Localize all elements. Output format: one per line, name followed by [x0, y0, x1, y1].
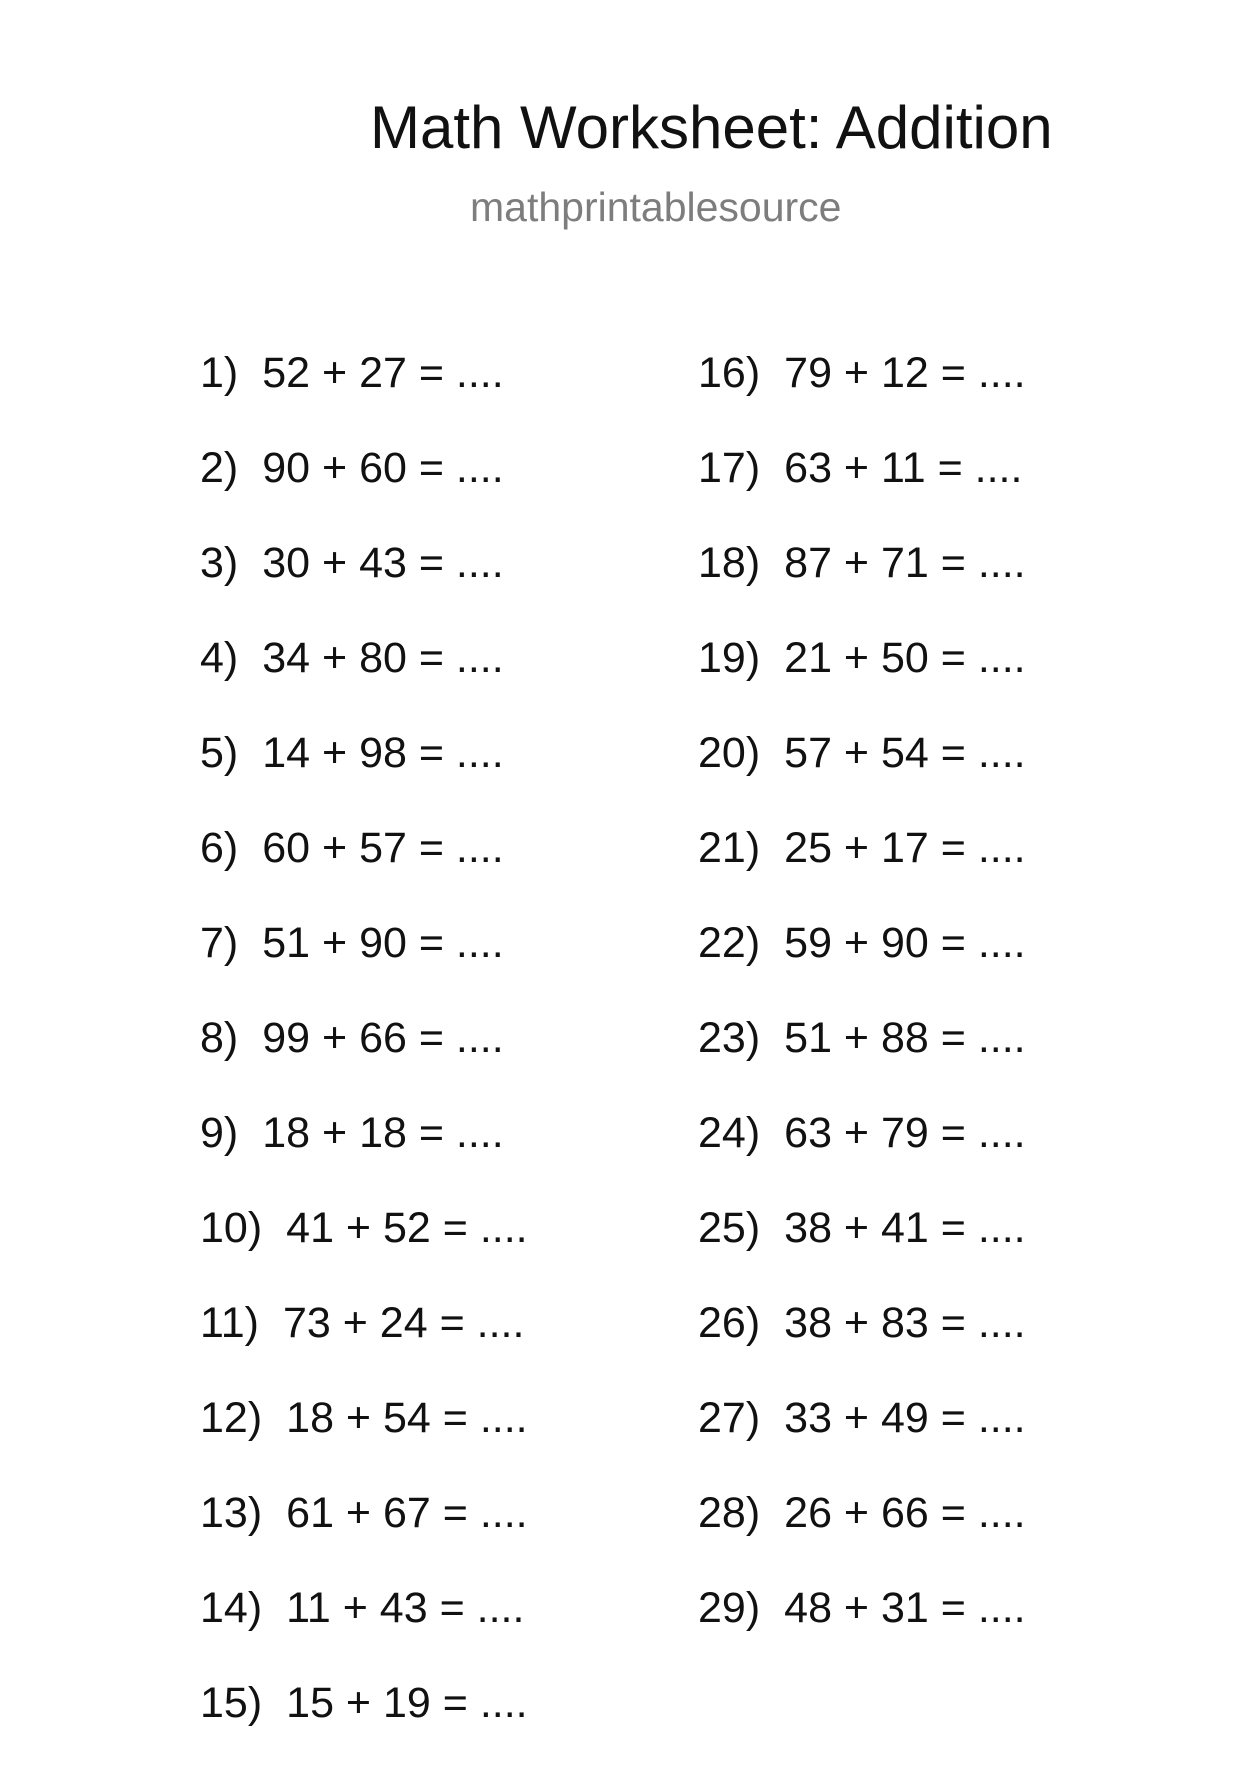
- problem-number: 25): [698, 1204, 761, 1252]
- problem-expression: 38 + 41 = ....: [784, 1204, 1026, 1252]
- problem-number: 27): [698, 1394, 761, 1442]
- problem-expression: 34 + 80 = ....: [262, 634, 504, 682]
- problem-item: [200, 634, 528, 732]
- problem-item: [698, 539, 1026, 637]
- problem-number: 1): [200, 349, 239, 397]
- problem-number: 18): [698, 539, 761, 587]
- problem-item: [200, 919, 528, 1017]
- problem-expression: 11 + 43 = ....: [286, 1584, 525, 1632]
- problem-expression: 48 + 31 = ....: [784, 1584, 1026, 1632]
- problem-expression: 26 + 66 = ....: [784, 1489, 1026, 1537]
- problem-number: 12): [200, 1394, 263, 1442]
- problem-number: 17): [698, 444, 761, 492]
- problem-expression: 33 + 49 = ....: [784, 1394, 1026, 1442]
- problem-expression: 87 + 71 = ....: [784, 539, 1026, 587]
- problem-expression: 38 + 83 = ....: [784, 1299, 1026, 1347]
- problem-number: 2): [200, 444, 239, 492]
- problem-item: [698, 444, 1026, 542]
- problem-number: 20): [698, 729, 761, 777]
- problem-expression: 14 + 98 = ....: [262, 729, 504, 777]
- problem-expression: 63 + 79 = ....: [784, 1109, 1026, 1157]
- problem-item: [698, 1014, 1026, 1112]
- problem-list-right: [698, 349, 1026, 1682]
- problem-item: [200, 824, 528, 922]
- problem-number: 24): [698, 1109, 761, 1157]
- problem-item: [200, 1109, 528, 1207]
- problem-expression: 63 + 11 = ....: [784, 444, 1023, 492]
- problem-expression: 73 + 24 = ....: [282, 1299, 525, 1347]
- problem-item: [698, 1204, 1026, 1302]
- problem-number: 8): [200, 1014, 239, 1062]
- problem-expression: 21 + 50 = ....: [784, 634, 1026, 682]
- problem-item: [200, 349, 528, 447]
- problem-expression: 15 + 19 = ....: [286, 1679, 528, 1727]
- problem-expression: 25 + 17 = ....: [784, 824, 1026, 872]
- problem-number: 5): [200, 729, 239, 777]
- problem-expression: 61 + 67 = ....: [286, 1489, 528, 1537]
- problem-number: 13): [200, 1489, 263, 1537]
- problem-expression: 59 + 90 = ....: [784, 919, 1026, 967]
- problem-expression: 30 + 43 = ....: [262, 539, 504, 587]
- problem-item: [200, 444, 528, 542]
- problem-list-left: [200, 349, 528, 1777]
- problem-expression: 41 + 52 = ....: [286, 1204, 528, 1252]
- problem-expression: 51 + 88 = ....: [784, 1014, 1026, 1062]
- problem-number: 11): [200, 1299, 259, 1347]
- problem-item: [200, 1204, 528, 1302]
- problem-expression: 60 + 57 = ....: [262, 824, 504, 872]
- problem-item: [698, 1299, 1026, 1397]
- page-subtitle: mathprintablesource: [470, 184, 842, 230]
- problem-expression: 18 + 18 = ....: [262, 1109, 504, 1157]
- problem-number: 23): [698, 1014, 761, 1062]
- problem-expression: 99 + 66 = ....: [262, 1014, 504, 1062]
- problem-number: 9): [200, 1109, 239, 1157]
- problem-expression: 57 + 54 = ....: [784, 729, 1026, 777]
- problem-number: 28): [698, 1489, 761, 1537]
- problem-number: 26): [698, 1299, 761, 1347]
- problem-item: [200, 1394, 528, 1492]
- problem-number: 16): [698, 349, 761, 397]
- problem-item: [698, 634, 1026, 732]
- problem-number: 19): [698, 634, 761, 682]
- problem-expression: 79 + 12 = ....: [784, 349, 1026, 397]
- problem-item: [200, 1014, 528, 1112]
- problem-item: [200, 1679, 528, 1777]
- problem-item: [698, 1584, 1026, 1682]
- problem-number: 6): [200, 824, 239, 872]
- problem-number: 14): [200, 1584, 263, 1632]
- problem-item: [200, 539, 528, 637]
- problem-item: [698, 349, 1026, 447]
- page-title: Math Worksheet: Addition: [370, 94, 1053, 161]
- problem-item: [698, 919, 1026, 1017]
- problem-expression: 52 + 27 = ....: [262, 349, 504, 397]
- problem-item: [200, 1299, 528, 1397]
- problem-number: 3): [200, 539, 239, 587]
- problem-expression: 51 + 90 = ....: [262, 919, 504, 967]
- problem-item: [200, 1489, 528, 1587]
- problem-item: [698, 1394, 1026, 1492]
- problem-item: [698, 1109, 1026, 1207]
- problem-expression: 18 + 54 = ....: [286, 1394, 528, 1442]
- problem-number: 15): [200, 1679, 263, 1727]
- problem-item: [698, 729, 1026, 827]
- problem-number: 4): [200, 634, 239, 682]
- problem-number: 29): [698, 1584, 761, 1632]
- problem-number: 7): [200, 919, 239, 967]
- problem-expression: 90 + 60 = ....: [262, 444, 504, 492]
- problem-item: [200, 1584, 528, 1682]
- problem-item: [698, 1489, 1026, 1587]
- problem-number: 21): [698, 824, 761, 872]
- problem-item: [200, 729, 528, 827]
- problem-number: 10): [200, 1204, 263, 1252]
- problem-item: [698, 824, 1026, 922]
- problem-number: 22): [698, 919, 761, 967]
